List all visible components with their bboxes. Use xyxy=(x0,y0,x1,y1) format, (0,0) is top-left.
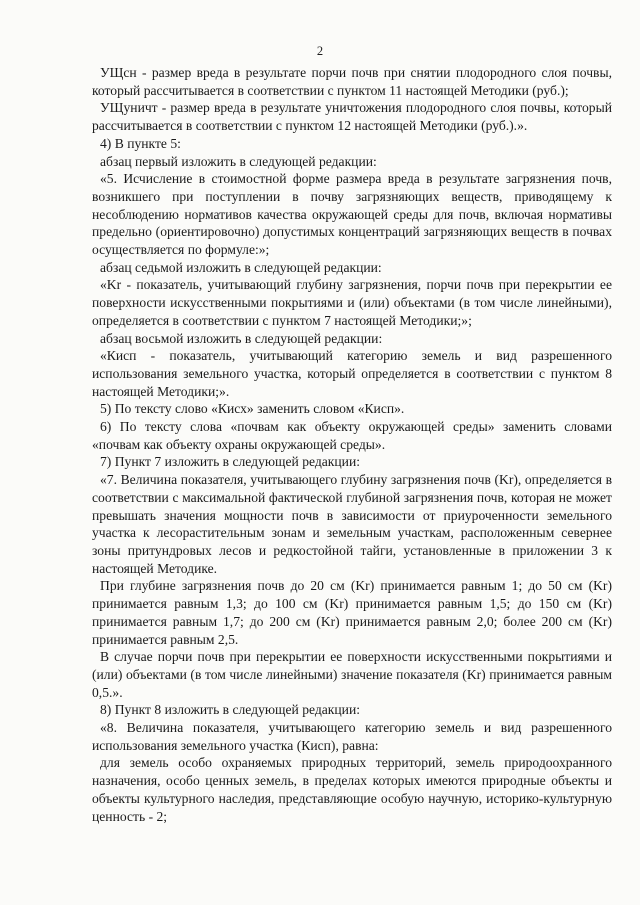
paragraph-item-5-quote: «5. Исчисление в стоимостной форме размера вреда в результате загрязнения почв, возникшего при поступлении в почву загрязняющих веществ, приводящему к несоблюдению нормативов качества окружающей среды для почв, включая нормативы предельно (ориентировочно) допустимых концентраций загрязняющих веществ в почвах осуществляется по формуле:»; xyxy=(92,171,612,258)
page-number: 2 xyxy=(316,44,324,58)
paragraph-coating-case: В случае порчи почв при перекрытии ее поверхности искусственными покрытиями и (или) объектами (в том числе линейными) значение показателя (Kr) принимается равным 0,5.». xyxy=(92,649,612,700)
paragraph-item-4: 4) В пункте 5: xyxy=(100,135,181,151)
paragraph-protected-lands: для земель особо охраняемых природных территорий, земель природоохранного назначения, особо ценных земель, в пределах которых имеются природные объекты и объекты культурного наследия, представляющие особую научную, историко-культурную ценность - 2; xyxy=(92,755,612,824)
paragraph-item-8-quote: «8. Величина показателя, учитывающего категорию земель и вид разрешенного использования земельного участка (Кисп), равна: xyxy=(92,720,612,753)
paragraph-kr-definition: «Kr - показатель, учитывающий глубину загрязнения, порчи почв при перекрытии ее поверхности искусственными покрытиями и (или) объектами (в том числе линейными), определяется в соответствии с пунктом 7 настоящей Методики;»; xyxy=(92,277,612,328)
paragraph-item-6-replace: 6) По тексту слова «почвам как объекту окружающей среды» заменить словами «почвам как объекту охраны окружающей среды». xyxy=(92,419,612,452)
paragraph-first-abzac-heading: абзац первый изложить в следующей редакции: xyxy=(100,153,377,169)
paragraph-item-7-quote: «7. Величина показателя, учитывающего глубину загрязнения почв (Kr), определяется в соответствии с максимальной фактической глубиной загрязнения почв, которая не может превышать значения мощности почв в зависимости от приуроченности земельного участка к лесорастительным зонам и земельным участкам, расположенным севернее зоны притундровых лесов и редкостойной тайги, установленные в приложении 3 к настоящей Методике. xyxy=(92,472,612,576)
paragraph-damage-destruction: УЩуничт - размер вреда в результате уничтожения плодородного слоя почвы, который рассчитывается в соответствии с пунктом 12 настоящей Методики (руб.).». xyxy=(92,100,612,134)
paragraph-eighth-abzac-heading: абзац восьмой изложить в следующей редакции: xyxy=(100,330,383,346)
document-body xyxy=(92,64,612,825)
paragraph-depth-values: При глубине загрязнения почв до 20 см (Kr) принимается равным 1; до 50 см (Kr) принимается равным 1,3; до 100 см (Kr) принимается равным 1,5; до 150 см (Kr) принимается равным 1,7; до 200 см (Kr) принимается равным 2,0; более 200 см (Kr) принимается равным 2,5. xyxy=(92,578,612,647)
paragraph-damage-removal: УЩсн - размер вреда в результате порчи почв при снятии плодородного слоя почвы, который рассчитывается в соответствии с пунктом 11 настоящей Методики (руб.); xyxy=(92,65,612,98)
paragraph-kisp-definition: «Кисп - показатель, учитывающий категорию земель и вид разрешенного использования земельного участка, который определяется в соответствии с пунктом 8 настоящей Методики;». xyxy=(92,348,612,399)
paragraph-item-7-heading: 7) Пункт 7 изложить в следующей редакции: xyxy=(100,454,360,470)
paragraph-item-8-heading: 8) Пункт 8 изложить в следующей редакции: xyxy=(100,702,360,718)
paragraph-seventh-abzac-heading: абзац седьмой изложить в следующей редакции: xyxy=(100,259,382,275)
paragraph-item-5-replace: 5) По тексту слово «Кисх» заменить словом «Кисп». xyxy=(100,401,405,417)
